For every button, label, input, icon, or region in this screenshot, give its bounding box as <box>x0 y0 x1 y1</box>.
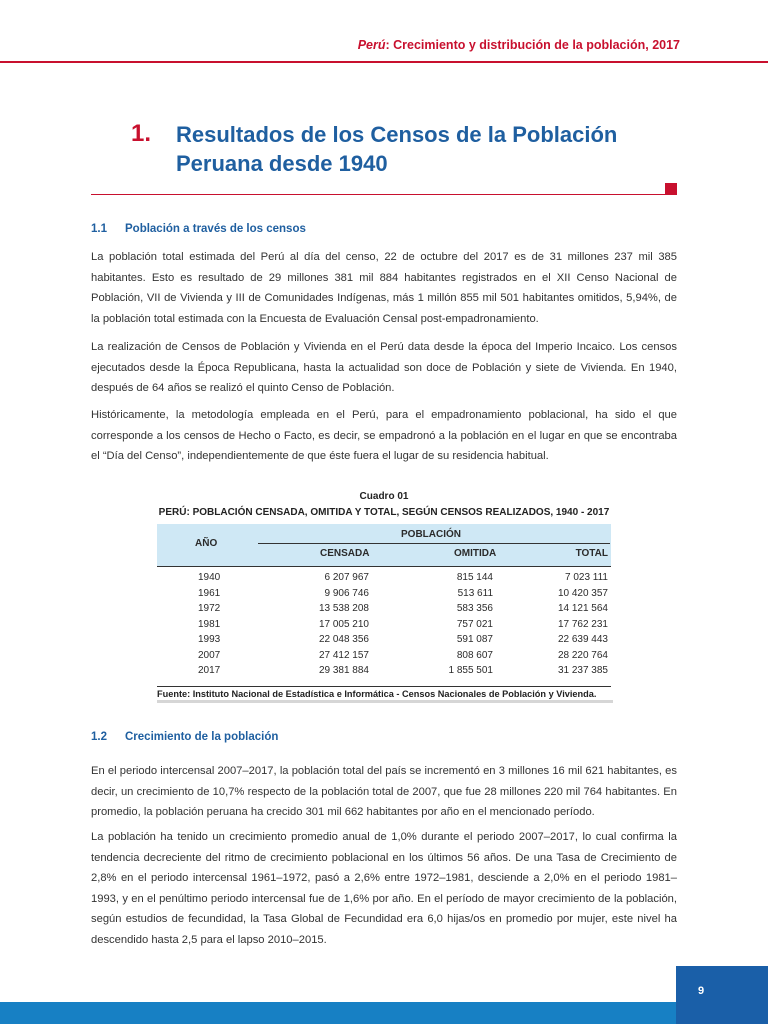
cell-total: 14 121 564 <box>557 603 608 614</box>
cell-omitida: 583 356 <box>456 603 493 614</box>
table-row <box>157 650 611 666</box>
header-divider <box>258 543 610 544</box>
section-heading-1-1 <box>91 223 306 235</box>
header-title-rest: : Crecimiento y distribución de la población, 2017 <box>385 38 680 52</box>
table-row <box>157 634 611 650</box>
header-bottom-rule <box>157 566 611 567</box>
cell-total: 28 220 764 <box>557 649 608 661</box>
cell-censada: 6 207 967 <box>324 572 369 583</box>
section-title: Población a través de los censos <box>125 223 306 235</box>
table-row <box>157 572 611 588</box>
cell-year: 2017 <box>198 665 221 676</box>
cell-total: 10 420 357 <box>557 587 608 599</box>
page-number: 9 <box>697 985 705 997</box>
cell-censada: 9 906 746 <box>324 587 369 599</box>
table-label: Cuadro 01 <box>359 491 409 502</box>
cell-omitida: 513 611 <box>457 587 493 599</box>
cell-year: 2007 <box>198 649 221 661</box>
header-country: Perú <box>357 38 386 52</box>
col-header-year: AÑO <box>195 538 218 549</box>
cell-censada: 27 412 157 <box>318 649 369 661</box>
col-header-omitida: OMITIDA <box>454 548 497 559</box>
cell-year: 1993 <box>198 634 221 645</box>
table-title: PERÚ: POBLACIÓN CENSADA, OMITIDA Y TOTAL, SEGÚN CENSOS REALIZADOS, 1940 - 2017 <box>158 507 610 518</box>
table-row <box>157 665 611 681</box>
chapter-square-marker <box>665 183 677 195</box>
running-header <box>358 38 680 52</box>
col-header-total: TOTAL <box>575 548 608 559</box>
section-heading-1-2 <box>91 731 278 743</box>
table-header-background <box>157 524 611 566</box>
cell-year: 1972 <box>198 603 221 614</box>
cell-year: 1961 <box>198 587 221 599</box>
paragraph: Históricamente, la metodología empleada en el Perú, para el empadronamiento poblacional, ha sido el que corresponde a los censos de Hecho o Facto, es decir, se empadronó a la población en el lugar en que se encontraba el “Día del Censo”, independientemente de que éste fuera el lugar de su residencia habitual. <box>91 409 677 462</box>
col-header-censada: CENSADA <box>320 548 370 559</box>
cell-year: 1981 <box>198 618 221 630</box>
cell-total: 17 762 231 <box>557 618 608 630</box>
cell-year: 1940 <box>198 572 221 583</box>
cell-censada: 17 005 210 <box>318 618 369 630</box>
cell-censada: 29 381 884 <box>318 665 369 676</box>
table-row <box>157 619 611 635</box>
section-title: Crecimiento de la población <box>125 731 279 743</box>
paragraph: La población ha tenido un crecimiento promedio anual de 1,0% durante el periodo 2007–2017, lo cual confirma la tendencia decreciente del ritmo de crecimiento poblacional en los últimos 56 años. De una Tasa de Crecimiento de 2,8% en el periodo intercensal 1961–1972, pasó a 2,6% entre 1972–1981, desciende a 2,0% en el periodo 1981–1993, y en el penúltimo periodo intercensal fue de 1,6% por año. En el período de mayor crecimiento de la población, según estudios de fecundidad, la Tasa Global de Fecundidad era 6,0 hijas/os en promedio por mujer, este nivel ha descendido hasta 2,5 para el lapso 2010–2015. <box>91 831 677 946</box>
cell-total: 22 639 443 <box>557 634 608 645</box>
cell-total: 7 023 111 <box>564 572 608 583</box>
col-header-group: POBLACIÓN <box>401 529 461 540</box>
chapter-number: 1. <box>131 120 152 147</box>
cell-omitida: 815 144 <box>456 572 493 583</box>
cell-total: 31 237 385 <box>557 665 608 676</box>
source-shadow <box>157 700 613 703</box>
cell-omitida: 757 021 <box>456 618 493 630</box>
table-body <box>157 572 611 681</box>
section-number: 1.1 <box>91 223 107 235</box>
cell-censada: 13 538 208 <box>318 603 369 614</box>
paragraph: La población total estimada del Perú al día del censo, 22 de octubre del 2017 es de 31 millones 237 mil 385 habitantes. Esto es resultado de 29 millones 381 mil 884 habitantes registrados en el XII Censo Nacional de Población, VII de Vivienda y III de Comunidades Indígenas, más 1 millón 855 mil 501 habitantes omitidos, 5,94%, de la población total estimada con la Encuesta de Evaluación Censal post-empadronamiento. <box>91 251 677 325</box>
paragraph: En el periodo intercensal 2007–2017, la población total del país se incrementó en 3 millones 16 mil 621 habitantes, es decir, un crecimiento de 10,7% respecto de la población total de 2007, que fue 28 millones 220 mil 764 habitantes. En promedio, la población peruana ha crecido 301 mil 662 habitantes por año en el mencionado período. <box>91 765 677 818</box>
paragraph: La realización de Censos de Población y Vivienda en el Perú data desde la época del Imperio Incaico. Los censos ejecutados desde la Época Republicana, hasta la actualidad son doce de Población y siete de Vivienda. En 1940, después de 64 años se realizó el quinto Censo de Población. <box>91 341 677 394</box>
table-source-note: Fuente: Instituto Nacional de Estadística e Informática - Censos Nacionales de Población y Vivienda. <box>157 689 597 699</box>
cell-omitida: 591 087 <box>456 634 493 645</box>
chapter-title: Resultados de los Censos de la Población Peruana desde 1940 <box>176 122 618 176</box>
cell-omitida: 808 607 <box>456 649 493 661</box>
cell-censada: 22 048 356 <box>318 634 369 645</box>
table-row <box>157 603 611 619</box>
header-rule <box>0 61 768 63</box>
table-row <box>157 588 611 604</box>
table-bottom-rule <box>157 686 611 687</box>
section-number: 1.2 <box>91 731 107 743</box>
footer-bar <box>0 1002 768 1024</box>
chapter-rule <box>91 194 677 195</box>
cell-omitida: 1 855 501 <box>448 665 493 676</box>
